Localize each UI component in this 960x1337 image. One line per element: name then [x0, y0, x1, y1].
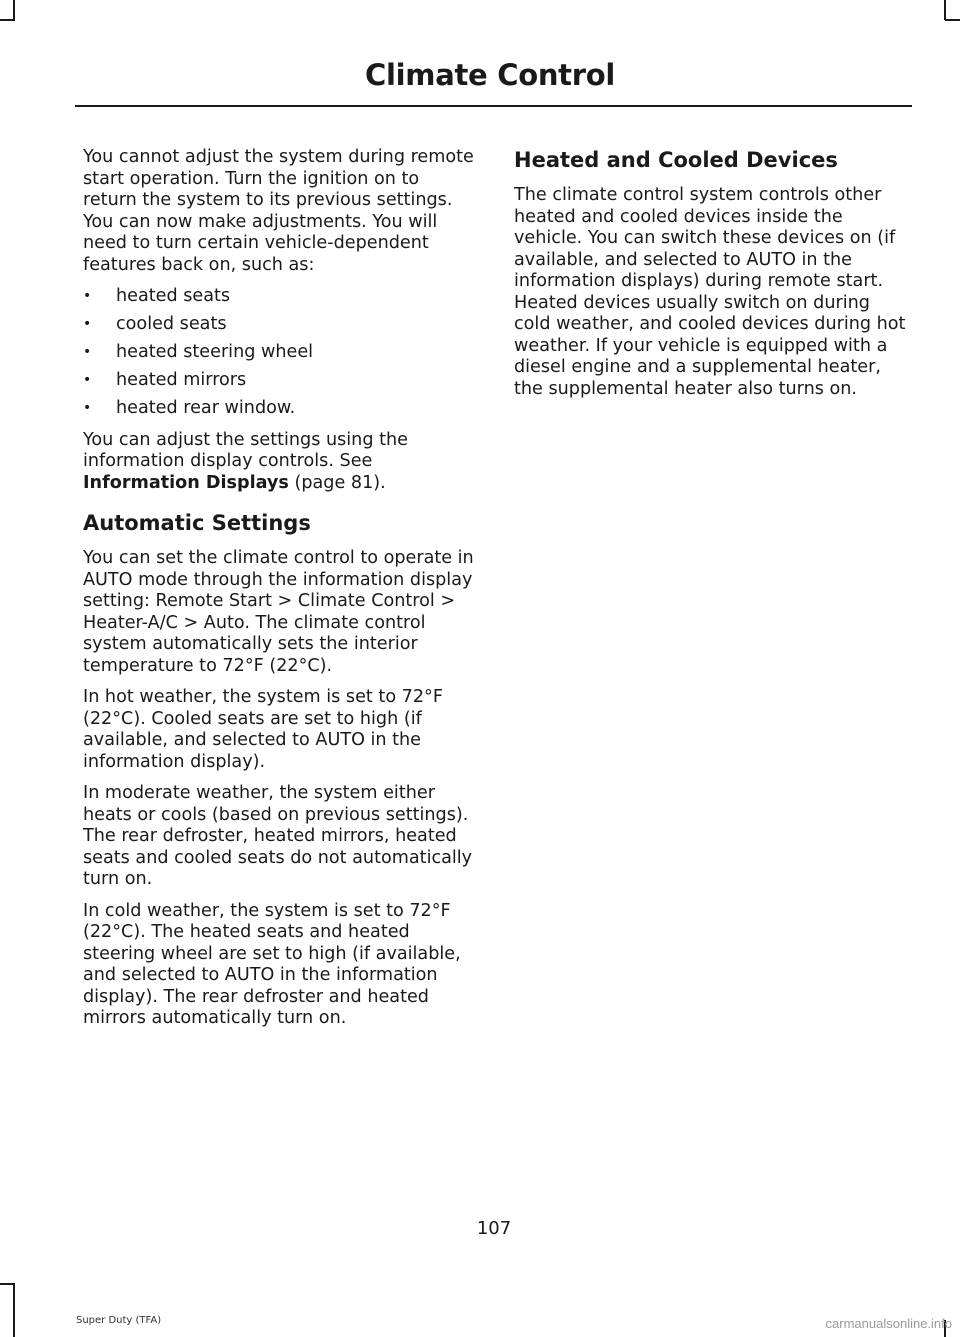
section-heading: Heated and Cooled Devices: [514, 148, 838, 172]
information-displays-link[interactable]: Information Displays: [83, 472, 289, 493]
list-item: • heated mirrors: [83, 370, 475, 392]
list-item: • heated seats: [83, 286, 475, 308]
page-number: 107: [476, 1218, 512, 1239]
body-paragraph: The climate control system controls other heated and cooled devices inside the vehicle. You can switch these devices on (if available, and selected to AUTO in the information displays) during remote start. Heated devices usually switch on during cold weather, and cooled devices during hot weather. If your vehicle is equipped with a diesel engine and a supplemental heater, the supplemental heater also turns on.: [514, 185, 906, 399]
list-item: • heated steering wheel: [83, 342, 475, 364]
left-column: [83, 147, 475, 1040]
list-item: • cooled seats: [83, 314, 475, 336]
body-paragraph: In hot weather, the system is set to 72°F (22°C). Cooled seats are set to high (if available, and selected to AUTO in the information display).: [83, 687, 443, 772]
right-column: [514, 147, 906, 410]
header-rule: [75, 105, 912, 107]
crop-mark: [0, 1283, 15, 1285]
page-title: Climate Control: [365, 58, 615, 92]
section-heading: Automatic Settings: [83, 511, 311, 535]
body-paragraph: In cold weather, the system is set to 72°F (22°C). The heated seats and heated steering wheel are set to high (if available, and selected to AUTO in the information display). The rear defroster and heated mirrors automatically turn on.: [83, 900, 461, 1028]
body-paragraph: You can set the climate control to operate in AUTO mode through the information display setting: Remote Start > Climate Control > Heater-A/C > Auto. The climate control system automatically sets the interior temperature to 72°F (22°C).: [83, 548, 474, 676]
body-paragraph: In moderate weather, the system either heats or cools (based on previous settings). The rear defroster, heated mirrors, heated seats and cooled seats do not automatically turn on.: [83, 783, 473, 889]
adjust-text: You can adjust the settings using the information display controls. See: [83, 429, 408, 471]
crop-mark: [13, 1283, 15, 1337]
crop-mark: [944, 0, 946, 20]
xref-page: (page 81).: [294, 472, 386, 493]
crop-mark: [13, 0, 15, 20]
watermark: carmanualsonline.info: [825, 1316, 952, 1331]
intro-paragraph: You cannot adjust the system during remote start operation. Turn the ignition on to return the system to its previous settings. You can now make adjustments. You will need to turn certain vehicle-dependent features back on, such as:: [83, 147, 474, 275]
list-item: • heated rear window.: [83, 398, 475, 420]
footer-model: Super Duty (TFA): [76, 1315, 162, 1326]
crop-mark: [0, 19, 15, 21]
crop-mark: [945, 19, 960, 21]
feature-list: [83, 286, 475, 420]
adjust-paragraph: [83, 430, 475, 495]
